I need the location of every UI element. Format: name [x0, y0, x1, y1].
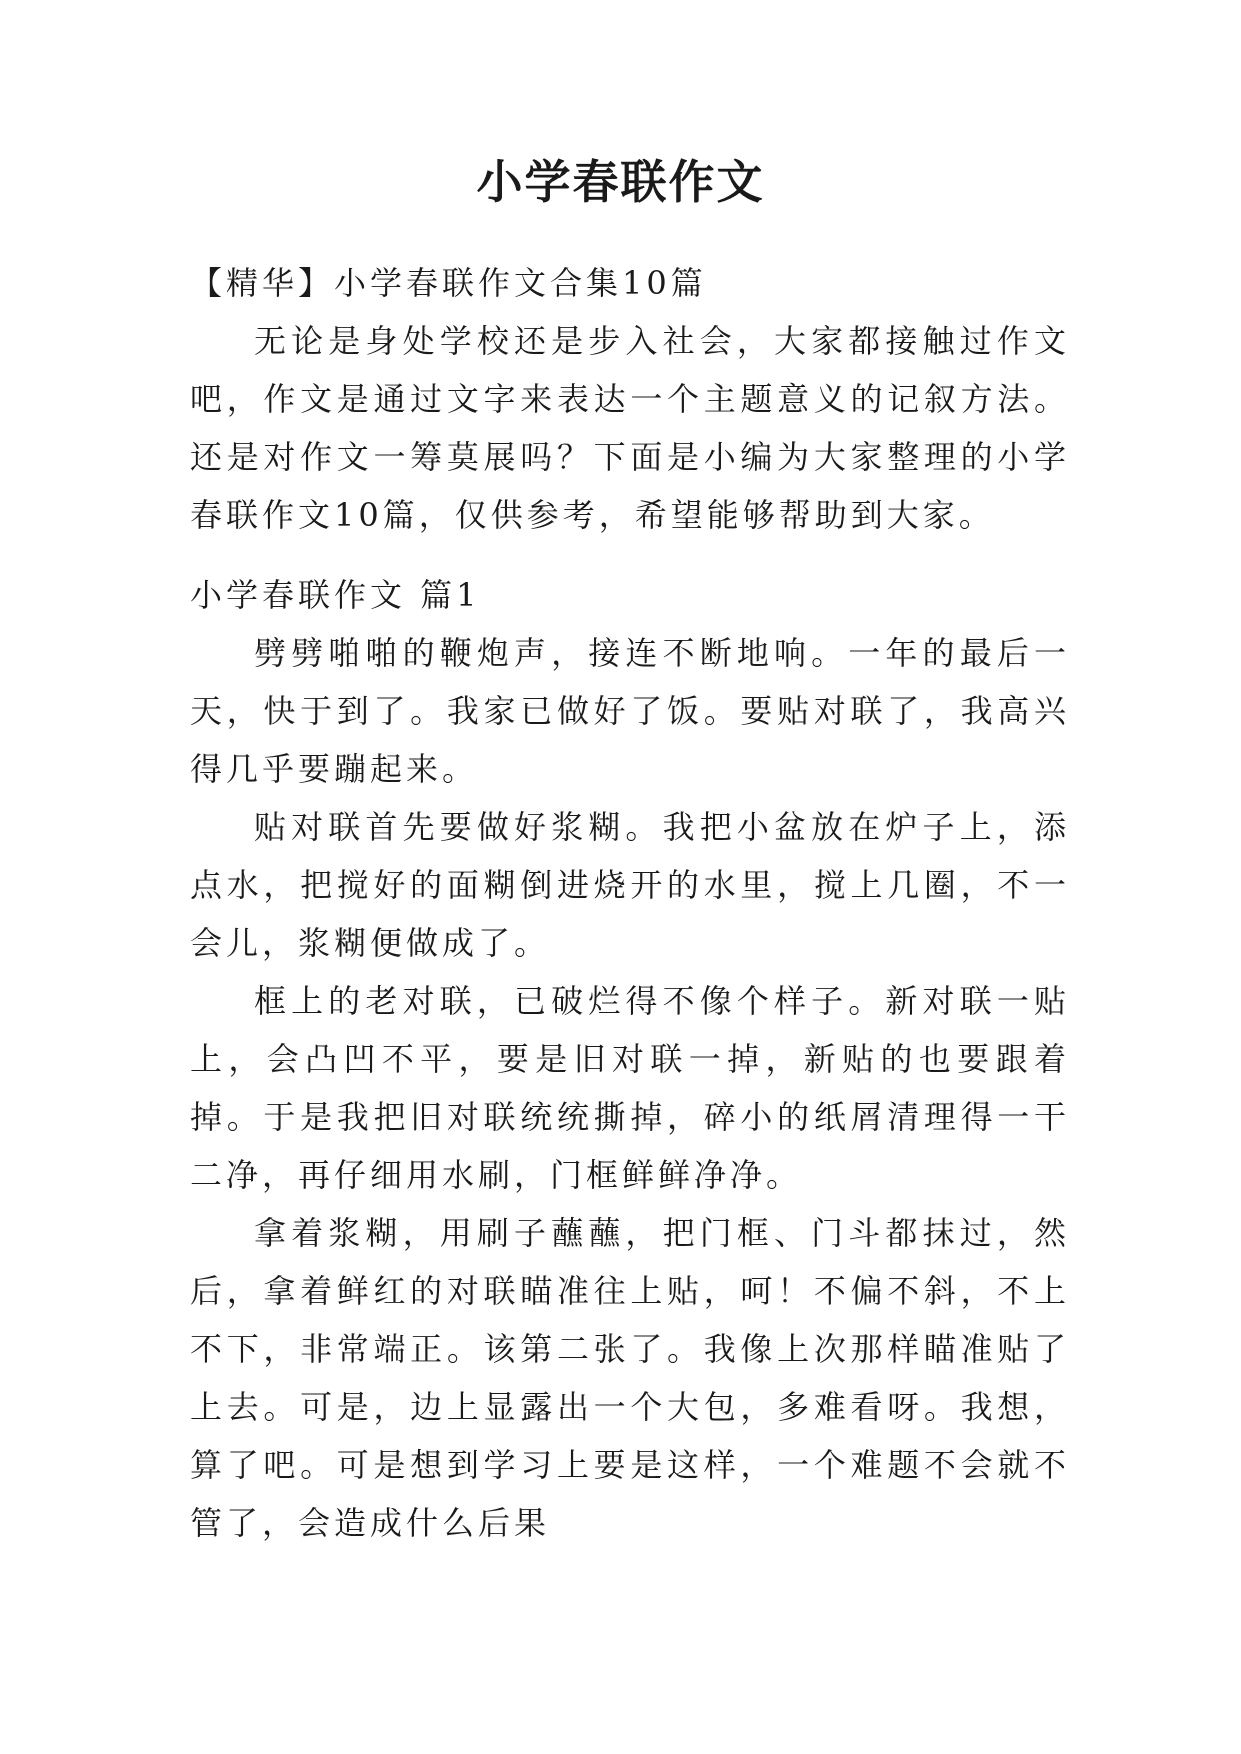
- intro-paragraph: 无论是身处学校还是步入社会，大家都接触过作文吧，作文是通过文字来表达一个主题意义的记叙方法。还是对作文一筹莫展吗？下面是小编为大家整理的小学春联作文10篇，仅供参考，希望能够帮助到大家。: [190, 322, 1070, 534]
- document-subtitle: 【精华】小学春联作文合集10篇: [190, 264, 707, 302]
- document-title: 小学春联作文: [476, 155, 765, 209]
- section-heading: 小学春联作文 篇1: [190, 576, 481, 614]
- body-paragraph-1: 劈劈啪啪的鞭炮声，接连不断地响。一年的最后一天，快于到了。我家已做好了饭。要贴对联了，我高兴得几乎要蹦起来。: [190, 634, 1070, 788]
- body-paragraph-4: 拿着浆糊，用刷子蘸蘸，把门框、门斗都抹过，然后，拿着鲜红的对联瞄准往上贴，呵！不偏不斜，不上不下，非常端正。该第二张了。我像上次那样瞄准贴了上去。可是，边上显露出一个大包，多难看呀。我想，算了吧。可是想到学习上要是这样，一个难题不会就不管了，会造成什么后果: [190, 1214, 1070, 1542]
- body-paragraph-3: 框上的老对联，已破烂得不像个样子。新对联一贴上，会凸凹不平，要是旧对联一掉，新贴的也要跟着掉。于是我把旧对联统统撕掉，碎小的纸屑清理得一干二净，再仔细用水刷，门框鲜鲜净净。: [190, 982, 1070, 1194]
- body-paragraph-2: 贴对联首先要做好浆糊。我把小盆放在炉子上，添点水，把搅好的面糊倒进烧开的水里，搅上几圈，不一会儿，浆糊便做成了。: [190, 808, 1070, 962]
